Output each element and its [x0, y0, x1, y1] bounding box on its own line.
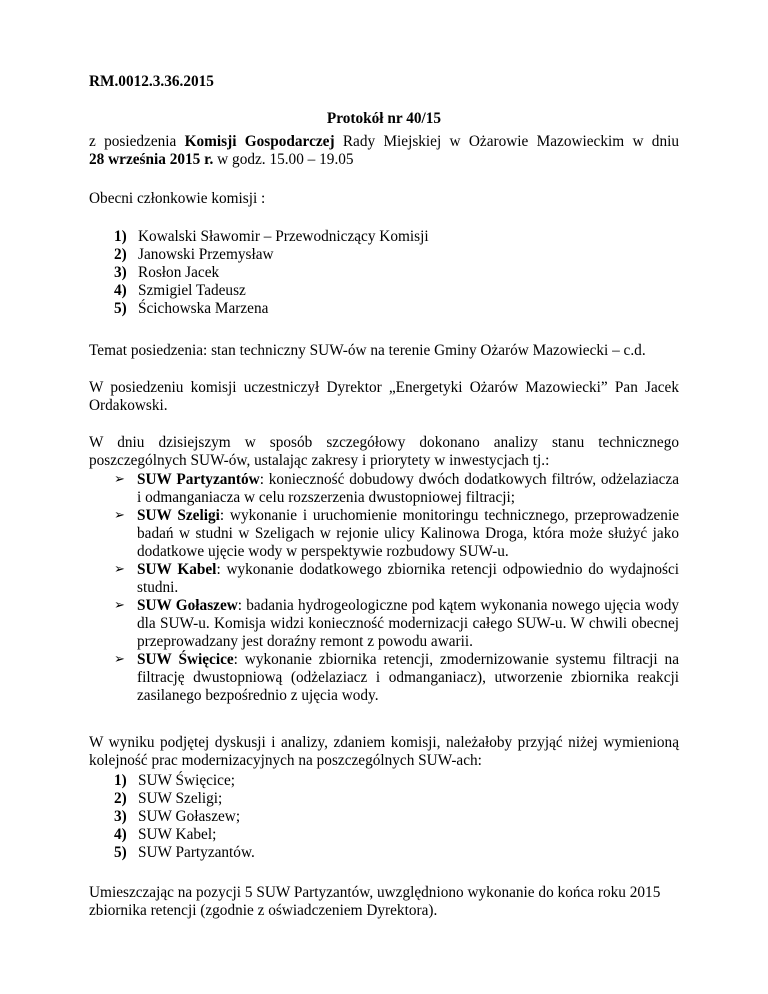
- list-item: [114, 844, 255, 862]
- list-number: 2): [114, 246, 127, 263]
- list-number: 5): [114, 300, 127, 317]
- arrowhead-bullet-icon: ➢: [114, 472, 125, 487]
- member-name: Szmigiel Tadeusz: [138, 282, 246, 299]
- station-name: SUW Kabel: [137, 561, 217, 578]
- intro-middle: Rady Miejskiej w Ożarowie Mazowieckim w dniu: [334, 133, 679, 150]
- conclusion-paragraph: W wyniku podjętej dyskusji i analizy, zdaniem komisji, należałoby przyjąć niżej wymienioną kolejność prac modernizacyjnych na poszczególnych SUW-ach:: [89, 734, 679, 769]
- arrowhead-bullet-icon: ➢: [114, 598, 125, 613]
- list-item: [114, 772, 255, 790]
- priority-item: SUW Gołaszew;: [138, 808, 241, 825]
- priority-item: SUW Święcice;: [138, 772, 236, 789]
- list-item: [114, 246, 429, 264]
- members-list: [114, 228, 429, 318]
- arrowhead-bullet-icon: ➢: [114, 508, 125, 523]
- list-item: [114, 808, 255, 826]
- list-number: 5): [114, 844, 127, 861]
- intro-prefix: z posiedzenia: [89, 133, 185, 150]
- station-description: : wykonanie i uruchomienie monitoringu technicznego, przeprowadzenie badań w studni w Szeligach w rejonie ulicy Kalinowa Droga, która może służyć jako dodatkowe ujęcie wody w perspektywie rozbudowy SUW-u.: [137, 507, 679, 560]
- meeting-time: w godz. 15.00 – 19.05: [213, 151, 354, 168]
- member-name: Janowski Przemysław: [138, 246, 274, 263]
- member-name: Ścichowska Marzena: [138, 300, 269, 317]
- station-description: : badania hydrogeologiczne pod kątem wykonania nowego ujęcia wody dla SUW-u. Komisja widzi konieczność modernizacji całego SUW-u. W chwili obecnej przeprowadzany jest doraźny remont z powodu awarii.: [137, 597, 679, 650]
- list-number: 3): [114, 264, 127, 281]
- final-paragraph: Umieszczając na pozycji 5 SUW Partyzantów, uwzględniono wykonanie do końca roku 2015 zbiornika retencji (zgodnie z oświadczeniem Dyrektora).: [89, 884, 661, 919]
- meeting-date: 28 września 2015 r.: [89, 151, 214, 168]
- station-description: : wykonanie dodatkowego zbiornika retencji odpowiednio do wydajności studni.: [137, 561, 679, 596]
- intro-paragraph: [89, 133, 679, 169]
- list-item: [114, 507, 679, 561]
- analysis-paragraph: W dniu dzisiejszym w sposób szczegółowy dokonano analizy stanu technicznego poszczególnych SUW-ów, ustalając zakresy i priorytety w inwestycjach tj.:: [89, 434, 679, 469]
- priority-item: SUW Partyzantów.: [138, 844, 255, 861]
- list-item: [114, 228, 429, 246]
- intro-line-1: [89, 133, 679, 151]
- list-number: 2): [114, 790, 127, 807]
- arrowhead-bullet-icon: ➢: [114, 562, 125, 577]
- protocol-title: Protokół nr 40/15: [326, 110, 442, 127]
- priority-item: SUW Kabel;: [138, 826, 217, 843]
- station-description: : konieczność dobudowy dwóch dodatkowych filtrów, odżelaziacza i odmanganiacza w celu rozszerzenia dwustopniowej filtracji;: [137, 471, 679, 506]
- priority-list: [114, 772, 255, 862]
- committee-name: Komisji Gospodarczej: [184, 133, 335, 150]
- list-number: 4): [114, 282, 127, 299]
- document-number: RM.0012.3.36.2015: [89, 73, 214, 90]
- arrowhead-bullet-icon: ➢: [114, 652, 125, 667]
- list-number: 3): [114, 808, 127, 825]
- station-name: SUW Szeligi: [137, 507, 220, 524]
- list-item: [114, 790, 255, 808]
- station-name: SUW Gołaszew: [137, 597, 238, 614]
- list-number: 1): [114, 772, 127, 789]
- list-item: [114, 561, 679, 597]
- members-label: Obecni członkowie komisji :: [89, 190, 266, 207]
- list-number: 1): [114, 228, 127, 245]
- list-item: [114, 826, 255, 844]
- list-item: [114, 264, 429, 282]
- guest-paragraph: W posiedzeniu komisji uczestniczył Dyrektor „Energetyki Ożarów Mazowiecki” Pan Jacek Ordakowski.: [89, 379, 679, 414]
- list-number: 4): [114, 826, 127, 843]
- meeting-topic: Temat posiedzenia: stan techniczny SUW-ów na terenie Gminy Ożarów Mazowiecki – c.d.: [89, 342, 646, 359]
- member-name: Rosłon Jacek: [138, 264, 220, 281]
- list-item: [114, 471, 679, 507]
- station-name: SUW Partyzantów: [137, 471, 260, 488]
- investment-list: [114, 471, 679, 705]
- list-item: [114, 651, 679, 705]
- list-item: [114, 282, 429, 300]
- list-item: [114, 300, 429, 318]
- member-name: Kowalski Sławomir – Przewodniczący Komisji: [138, 228, 429, 245]
- station-description: : wykonanie zbiornika retencji, zmodernizowanie systemu filtracji na filtrację dwustopniową (odżelaziacz i odmanganiacz), utworzenie zbiornika reakcji zasilanego bezpośrednio z ujęcia wody.: [137, 651, 679, 704]
- priority-item: SUW Szeligi;: [138, 790, 223, 807]
- station-name: SUW Święcice: [137, 651, 234, 668]
- intro-line-2: [89, 151, 679, 169]
- list-item: [114, 597, 679, 651]
